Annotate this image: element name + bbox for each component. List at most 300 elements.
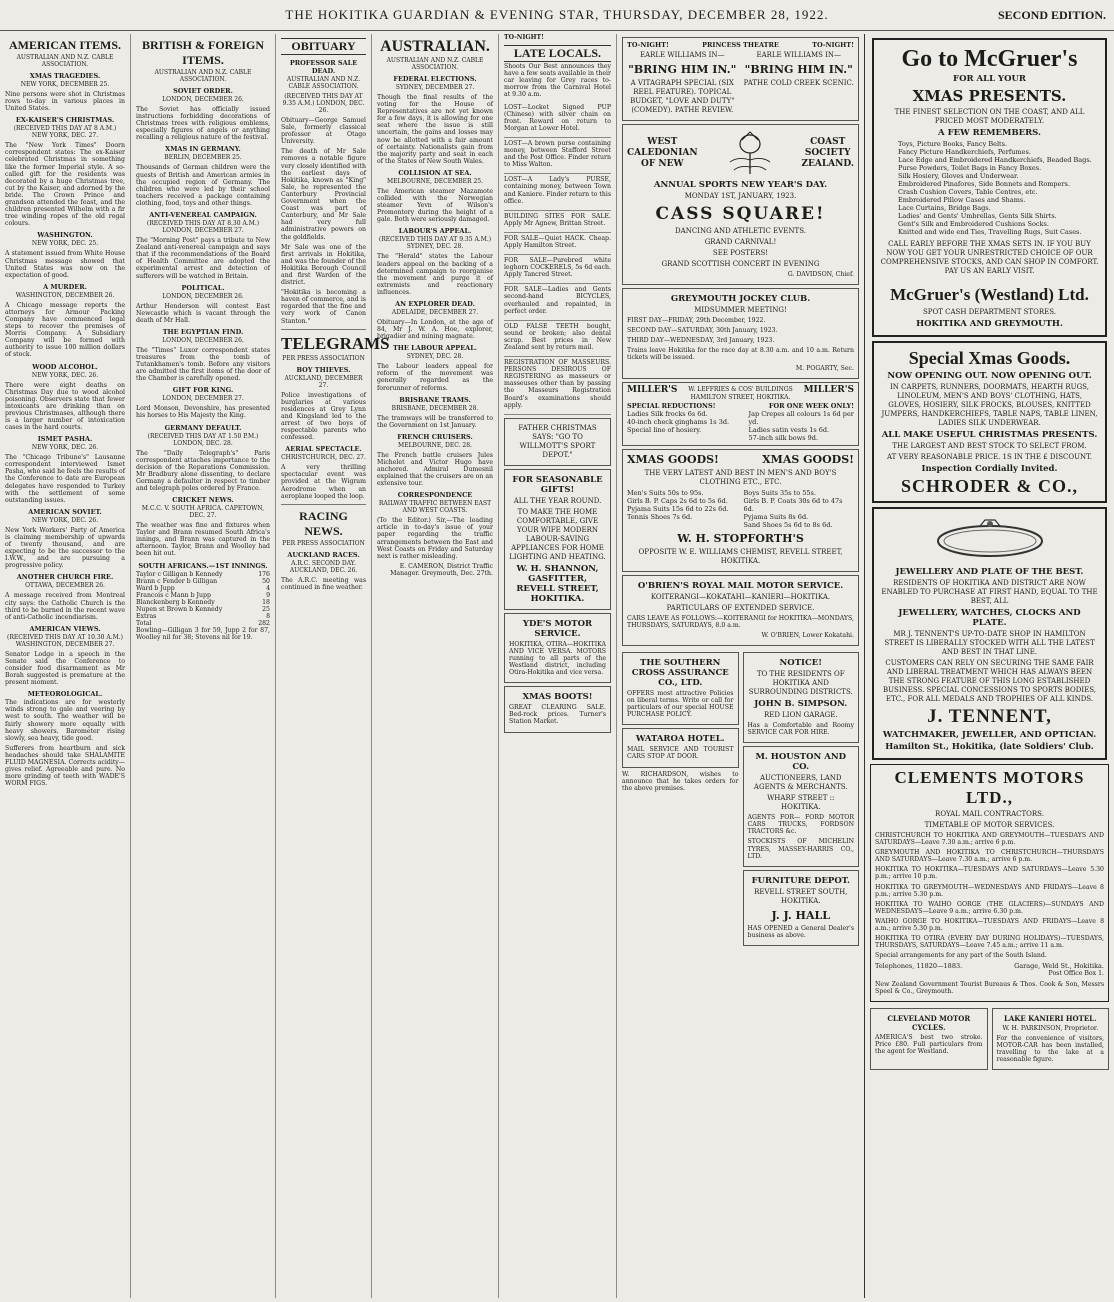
story-text: Nine persons were shot in Christmas rows to-day in various places in United States.: [5, 91, 125, 113]
story-text: A statement issued from White House Christmas message showed that United States was now on the expectation of good.: [5, 250, 125, 279]
story-title: AN EXPLORER DEAD.: [395, 299, 475, 308]
story-title: ISMET PASHA.: [37, 435, 93, 444]
story: [136, 145, 270, 207]
batsman-runs: 282: [258, 619, 270, 627]
story-title: BOY THIEVES.: [296, 365, 351, 374]
sports-concert: GRAND SCOTTISH CONCERT IN EVENING: [661, 260, 820, 268]
feature-right-title: "BRING HIM IN.": [744, 63, 853, 76]
story-text: A message received from Montreal city says: the Catholic Church is the third to be burned in the recent wave of anti-Catholic incendiarism.: [5, 592, 125, 621]
list-item: Gent's Silk and Embroidered Cushions Socks.: [898, 220, 1049, 228]
story-text: New York Workers' Party of America is claiming membership of upwards of twenty thousand, and are expecting to be the successor to the I.W.W., and are pursuing a progressive policy.: [5, 526, 125, 570]
story: [5, 625, 125, 686]
batsman-name: Extras: [136, 612, 157, 620]
story-text: A Chicago message reports the attorneys for Armour Packing Company have commenced legal steps to recover the premises of Morris Company. A Subsidiary Company will be formed with authority to issue 100 million dollars of stock.: [5, 301, 125, 359]
lake-text: For the convenience of visitors, MOTOR-CAR has been installed, travelling to the lake at a reasonable figure.: [996, 1034, 1104, 1064]
notice-detail: Has a Comfortable and Roomy SERVICE CAR FOR HIRE.: [747, 721, 854, 737]
tonight-right: TO-NIGHT!: [812, 41, 854, 49]
jockey-note: Trains leave Hokitika for the race day at 8.30 a.m. and 10 a.m. Return tickets will be issued.: [627, 347, 854, 362]
clements-bureau: New Zealand Government Tourist Bureaus & Thos. Cook & Son, Messrs Speel & Co., Greymouth.: [875, 980, 1104, 995]
timetable-line: HOKITIKA TO HOKITIKA—TUESDAYS AND SATURDAYS—Leave 5.30 p.m.; arrive 10 p.m.: [875, 866, 1104, 881]
jockey-heading: GREYMOUTH JOCKEY CLUB.: [670, 294, 811, 305]
clements-garage: Garage, Weld St., Hokitika.: [1014, 962, 1104, 971]
score-row: [136, 578, 270, 585]
wataroa-ad: [622, 728, 739, 767]
society-right-c: ZEALAND.: [801, 158, 854, 169]
lake-heading: LAKE KANIERI HOTEL.: [1003, 1013, 1097, 1023]
obriens-text: CARS LEAVE AS FOLLOWS:—KOITERANGI for HOKITIKA—MONDAYS, THURSDAYS, SATURDAYS, 8.0 a.m.: [627, 614, 854, 629]
boots-heading: XMAS BOOTS!: [522, 692, 593, 703]
mcgruer-company: McGruer's (Westland) Ltd.: [890, 285, 1089, 304]
list-item: Tennis Shoes 7s 6d.: [627, 512, 693, 521]
seasonable-sub: ALL THE YEAR ROUND.: [513, 496, 602, 505]
divider: [281, 504, 366, 505]
score-row: [136, 620, 270, 627]
millers-ad: [622, 382, 859, 446]
story-dateline: NEW YORK, DECEMBER 25.: [20, 81, 110, 88]
princess-theatre-ad: [622, 37, 859, 121]
caledonian-society-ad: [622, 124, 859, 285]
seasonable-heading: FOR SEASONABLE GIFTS!: [512, 474, 603, 495]
story-dateline: LONDON, DECEMBER 26.: [162, 336, 244, 344]
stopforth-name: W. H. STOPFORTH'S: [677, 531, 804, 545]
obituary-paragraph: "Hokitika is becoming a haven of commerce, and is regarded that the fine and very work of Canon Stanton.": [281, 289, 366, 325]
schroder-title: Special Xmas Goods.: [908, 348, 1071, 368]
racing-heading: RACING NEWS.: [299, 508, 348, 538]
xmas-goods-header: [627, 453, 854, 467]
story-text: Arthur Henderson will contest East Newcastle which is vacant through the death of Mr Hall.: [136, 302, 270, 324]
section-byline: AUSTRALIAN AND N.Z. CABLE ASSOCIATION.: [386, 57, 484, 71]
story-dateline: OTTAWA, DECEMBER 26.: [25, 582, 105, 590]
batsman-runs: 176: [258, 570, 270, 578]
story-dateline: NEW YORK, DEC. 26.: [31, 516, 99, 524]
list-item: Men's Suits 50s to 95s.: [627, 488, 704, 497]
story-dateline: (RECEIVED THIS DAY AT 10.30 A.M.) WASHINGTON, DECEMBER 27.: [6, 633, 124, 648]
story-title: GIFT FOR KING.: [172, 386, 234, 395]
story-dateline: LONDON, DECEMBER 27.: [162, 395, 244, 403]
lower-ads-left: [622, 649, 739, 949]
story-title: FRENCH CRUISERS.: [397, 432, 473, 441]
batsman-name: Total: [136, 619, 152, 627]
late-locals-text: Shoots Our Best announces they have a few seats available in their car leaving for Grey races to-morrow from the Carnival Hotel at 9.30 a.m.: [504, 63, 611, 99]
millers-name-right: MILLER'S: [803, 384, 854, 395]
list-item: Purse Powders, Toilet Bags in Fancy Boxes.: [898, 164, 1042, 172]
list-item: Pyjama Suits 15s 6d to 22s 6d.: [627, 504, 729, 513]
seasonable-gifts-ad: [504, 469, 611, 610]
story: [377, 227, 493, 296]
millers-subheader: [627, 402, 854, 410]
batsman-runs: 18: [262, 598, 270, 606]
theatre-features: [627, 49, 854, 117]
clements-pob: Post Office Box 1.: [1048, 970, 1104, 978]
story: [136, 211, 270, 280]
story-title: XMAS TRAGEDIES.: [29, 72, 101, 80]
story-list: [5, 72, 125, 787]
feature-left: [627, 49, 738, 117]
column-american-items: [0, 34, 131, 1298]
lake-owner: W. H. PARKINSON, Proprietor.: [1002, 1024, 1099, 1032]
batsman-runs: 9: [266, 591, 270, 599]
batsman-runs: 8: [266, 612, 270, 620]
society-right: [801, 137, 854, 170]
tennent-shop: MR J. TENNENT'S UP-TO-DATE SHOP IN HAMILTON STREET IS LIBERALLY STOCKED WITH ALL THE LATEST AND BEST IN THAT LINE.: [884, 630, 1095, 656]
story-dateline: AUCKLAND, DECEMBER 27.: [284, 374, 363, 389]
clements-sub: ROYAL MAIL CONTRACTORS.: [935, 810, 1044, 818]
seasonable-text: TO MAKE THE HOME COMFORTABLE, GIVE YOUR WIFE MODERN LABOUR-SAVING APPLIANCES FOR HOME LIGHTING AND HEATING.: [509, 507, 606, 561]
list-item: Lace Curtains, Bridge Bags.: [898, 204, 991, 212]
lower-ads-right: [743, 649, 860, 949]
obriens-motor-ad: [622, 575, 859, 646]
obituary-dateline: (RECEIVED THIS DAY AT 9.35 A.M.) LONDON, DEC. 26.: [282, 93, 365, 114]
schroder-text: IN CARPETS, RUNNERS, DOORMATS, HEARTH RUGS, LINOLEUM, MEN'S AND BOYS' CLOTHING, HATS, GLOVES, HOSIERY, SILK FROCKS, BLOUSES, KNITTED JUMPERS, HANDKERCHIEFS, TABLE NAPS, TABLE LINEN, LADIES SILK UNDERWEAR.: [881, 383, 1098, 427]
millers-special: SPECIAL REDUCTIONS!: [627, 401, 716, 410]
story-title: ANTI-VENEREAL CAMPAIGN.: [149, 211, 257, 220]
section-byline: AUSTRALIAN AND N.Z. CABLE ASSOCIATION.: [16, 54, 114, 68]
depot-name: J. J. HALL: [771, 908, 830, 922]
story-title: SOVIET ORDER.: [173, 87, 233, 95]
cleveland-text: AMERICA'S best two stroke. Price £80. Full particulars from the agent for Westland.: [875, 1033, 983, 1055]
signoff: E. CAMERON, District Traffic Manager. Greymouth, Dec. 27th.: [390, 562, 493, 577]
stopforth-address: OPPOSITE W. E. WILLIAMS CHEMIST, REVELL STREET, HOKITIKA.: [638, 547, 843, 565]
classified-list: [504, 102, 611, 415]
story-text: The indications are for westerly winds strong to gale and veering by west to south. The weather will be fairly showery more equally with heavy showers. Barometer rising slowly, sea heavy, tide good.: [5, 699, 125, 742]
story-title: COLLISION AT SEA.: [398, 168, 472, 177]
story-title: XMAS IN GERMANY.: [165, 145, 241, 154]
society-right-a: COAST: [810, 136, 846, 147]
richardson-text: W. RICHARDSON, wishes to announce that he takes orders for the above premises.: [622, 770, 739, 792]
story: [136, 424, 270, 493]
yde-text: HOKITIKA, OTIRA—HOKITIKA AND VICE VERSA. MOTORS running to all parts of the Westland district, including Otira-Hokitika and vice versa.: [509, 640, 606, 677]
society-secretary: G. DAVIDSON, Chief.: [787, 271, 854, 278]
houston-wharf: WHARF STREET :: HOKITIKA.: [767, 794, 835, 812]
story-title: WOOD ALCOHOL.: [32, 362, 98, 371]
tennent-sub: JEWELLERY, WATCHES, CLOCKS AND PLATE.: [898, 608, 1081, 628]
story-title: AUCKLAND RACES.: [287, 550, 360, 559]
bottom-ads-row: [870, 1005, 1109, 1073]
tennent-role: WATCHMAKER, JEWELLER, AND OPTICIAN.: [882, 730, 1097, 740]
schroder-price: AT VERY REASONABLE PRICE. 1S IN THE £ DISCOUNT.: [886, 453, 1093, 461]
classified-text: REGISTRATION OF MASSEURS. PERSONS DESIROUS OF REGISTERING as masseurs or masseuses other than by passing the Masseurs Registration Board's examinations should apply.: [504, 359, 611, 409]
lower-ads-row: [622, 649, 859, 949]
bracelet-icon: [930, 517, 1050, 563]
classified-item: [504, 138, 611, 174]
story-title: EX-KAISER'S CHRISTMAS.: [15, 116, 115, 125]
story: [281, 445, 366, 499]
score-row: [136, 571, 270, 578]
jockey-second: SECOND DAY—SATURDAY, 30th January, 1923.: [627, 327, 778, 335]
mcgruer-few: A FEW REMEMBERS.: [938, 128, 1041, 138]
story-dateline: NEW YORK, DEC. 26.: [31, 444, 99, 452]
story: [281, 366, 366, 442]
obituary-paragraph: Obituary—George Samuel Sale, formerly classical professor at Otago University.: [281, 117, 366, 146]
column-obituary: [276, 34, 390, 1298]
furniture-depot-ad: [743, 870, 860, 946]
story: [5, 690, 125, 742]
notice-text: TO THE RESIDENTS OF HOKITIKA AND SURROUNDING DISTRICTS.: [748, 669, 853, 696]
list-item: Ladies Silk frocks 6s 6d.: [627, 409, 708, 418]
tennent-address: Hamilton St., Hokitika, (late Soldiers' Club.: [885, 742, 1094, 752]
story-title: BRISBANE TRAMS.: [399, 395, 471, 404]
classified-text: FOR SALE—Ladies and Gents second-hand BICYCLES, overhauled and repainted, in perfect order.: [504, 286, 611, 315]
story-title: ANOTHER CHURCH FIRE.: [16, 573, 114, 582]
obriens-particulars: PARTICULARS OF EXTENDED SERVICE.: [666, 603, 815, 612]
mcgruer-dept: SPOT CASH DEPARTMENT STORES.: [923, 308, 1056, 316]
millers-week: FOR ONE WEEK ONLY!: [768, 401, 854, 410]
divider: [281, 329, 366, 330]
notice-garage: RED LION GARAGE.: [763, 710, 838, 719]
story-dateline: ADELAIDE, DECEMBER 27.: [391, 308, 479, 316]
feature-left-star: EARLE WILLIAMS IN—: [639, 51, 725, 59]
story-dateline: (RECEIVED THIS DAY AT 8.30 A.M.) LONDON, DECEMBER 27.: [146, 220, 260, 235]
feature-left-title: "BRING HIM IN.": [628, 63, 737, 76]
cleveland-motor-ad: [870, 1008, 988, 1070]
list-item: Lace Edge and Embroidered Handkerchiefs, Beaded Bags.: [898, 156, 1092, 164]
story-text: The weather was fine and fixtures when Taylor and Brann resumed South Africa's innings, and Brann was captured in the afternoon. Taylor, Brann and Woolley had been hit out.: [136, 522, 270, 558]
story-title: A MURDER.: [43, 282, 87, 291]
insurance-text: OFFERS most attractive Policies on liberal terms. Write or call for particulars of our special HOUSE PURCHASE POLICY.: [627, 689, 734, 719]
list-item: Ladies satin vests 1s 6d.: [748, 425, 830, 434]
story: [377, 396, 493, 429]
story-list: [377, 75, 493, 560]
story-dateline: NEW YORK, DEC. 26.: [31, 371, 99, 379]
story-dateline: CHRISTCHURCH, DEC. 27.: [281, 454, 366, 462]
mcgruer-towns: HOKITIKA AND GREYMOUTH.: [916, 319, 1063, 329]
section-heading: AMERICAN ITEMS.: [8, 38, 121, 52]
score-row: [136, 599, 270, 606]
schroder-name: SCHRODER & CO.,: [900, 476, 1078, 496]
stopforth-xmas-goods-ad: [622, 449, 859, 572]
batsman-name: Francois c Mann b Jupp: [136, 591, 211, 599]
clements-footer: [875, 962, 1104, 970]
column-display-ads: [617, 34, 865, 1298]
mcgruer-xmas: XMAS PRESENTS.: [912, 87, 1067, 105]
story-text: The "New York Times" Doorn correspondent states: The ex-Kaiser celebrated Christmas in something like the former Imperial style. A so-called gift for the residents was decorated by a huge Christmas tree, cut by the Kaiser, and adorned by the bride. The Crown Prince and grandson attended the feast, and the children presented Wilhelm with a fir tree winding ropes of the old regal colours.: [5, 142, 125, 228]
racing-list: [281, 551, 366, 591]
notice-name: JOHN B. SIMPSON.: [754, 698, 848, 709]
thistle-emblem-icon: [720, 130, 780, 176]
willmott-text: FATHER CHRISTMAS SAYS: "GO TO WILLMOTT'S SPORT DEPOT.": [518, 423, 597, 459]
obituary-subhead: PROFESSOR SALE DEAD.: [289, 59, 358, 75]
clements-title: CLEMENTS MOTORS LTD.,: [894, 768, 1085, 807]
story: [377, 169, 493, 223]
column-locals: [499, 34, 617, 1298]
story-text: Though the final results of the voting for the House of Representatives are not yet known for a few days, it is allowing for one seat where the issue is still uncertain, the gains and losses may now be allotted with a fair amount of certainty. Nationalists gain from the majority party and seat in each of the States of New South Wales.: [377, 94, 493, 165]
classified-text: OLD FALSE TEETH bought, sound or broken; also dental scrap. Best prices in New Zealand sent by return mail.: [504, 322, 611, 351]
list-item: Sand Shoes 5s 6d to 8s 6d.: [743, 520, 833, 529]
mcgruer-items: [880, 140, 1099, 236]
classified-text: FOR SALE—Quiet HACK. Cheap. Apply Hamilton Street.: [504, 234, 611, 249]
batsman-runs: 25: [262, 605, 270, 613]
millers-buildings: W. LEFFRIES & COS' BUILDINGS HAMILTON STREET, HOKITIKA.: [688, 385, 793, 401]
obituary-paragraph: Mr Sale was one of the first arrivals in Hokitika, and was the founder of the Hokitika Borough Council and first Warden of the district.: [281, 243, 366, 287]
jockey-meeting: MIDSUMMER MEETING!: [694, 306, 787, 315]
society-left-a: WEST: [647, 136, 678, 147]
scores-title: SOUTH AFRICANS.—1ST INNINGS.: [138, 561, 268, 570]
shannon-name: W. H. SHANNON, GASFITTER, REVELL STREET, HOKITIKA.: [516, 563, 599, 604]
story-text: The Labour leaders appeal for reform of the movement was generally regarded as the forerunner of reforms.: [377, 363, 493, 392]
tennent-ad: [872, 507, 1107, 760]
society-left-c: OF NEW: [641, 158, 684, 169]
sports-date: MONDAY 1ST, JANUARY, 1923.: [684, 192, 797, 200]
story-title: GERMANY DEFAULT.: [164, 423, 242, 432]
story-title: METEOROLOGICAL.: [27, 690, 103, 699]
story-text: A very thrilling spectacular event was provided at the Wigram Aerodrome when an aeroplane looped the loop.: [281, 464, 366, 500]
xmas-goods-tagline: THE VERY LATEST AND BEST IN MEN'S AND BOY'S CLOTHING ETC., ETC.: [644, 468, 837, 486]
schroder-inspection: Inspection Cordially Invited.: [921, 464, 1058, 474]
story-text: The "Times" Luxor correspondent states treasures from the tomb of Tutankhamen's tomb. Before any visitors are admitted the first items of the door of the Chamber is carefully opened.: [136, 346, 270, 383]
feature-right-note: PATHE COLD CREEK SCENIC.: [743, 79, 854, 87]
story-dateline: LONDON, DECEMBER 26.: [162, 292, 244, 300]
millers-header: [627, 386, 854, 402]
list-item: Ladies' and Gents' Umbrellas, Gents Silk Shirts.: [898, 212, 1057, 220]
column-large-ads: [865, 34, 1114, 1298]
story: [5, 363, 125, 432]
story-dateline: NEW YORK, DEC. 25.: [31, 240, 99, 248]
story-dateline: BERLIN, DECEMBER 25.: [164, 154, 242, 162]
story: [136, 328, 270, 382]
edition-label: SECOND EDITION.: [997, 8, 1106, 22]
story-text: Lord Monson, Devonshire, has presented his horses to His Majesty the King.: [136, 405, 270, 420]
story: [136, 386, 270, 419]
jockey-third: THIRD DAY—WEDNESDAY, 3rd January, 1923.: [627, 337, 775, 345]
willmott-ad: [504, 418, 611, 466]
story-text: The American steamer Mazamote collided with the Norwegian steamer Yevn of Wilson's Promontory during the height of a gale. Both were seriously damaged.: [377, 187, 493, 224]
wataroa-text: MAIL SERVICE AND TOURIST CARS STOP AT DOOR.: [627, 746, 734, 761]
depot-sub: REVELL STREET SOUTH, HOKITIKA.: [754, 887, 848, 905]
story-dateline: BRISBANE, DECEMBER 28.: [391, 404, 479, 412]
story-text: The "Morning Post" pays a tribute to New Zealand anti-venereal campaign and says that if the recommendations of the Board of Health Committee are adopted the experimental arrest and detection of sufferers will be watched in Britain.: [136, 237, 270, 280]
timetable-line: HOKITIKA TO WAIHO GORGE (THE GLACIERS)—SUNDAYS AND WEDNESDAYS—Leave 9 a.m.; arrive 6.30 p.m.: [875, 900, 1104, 915]
story-text: The "Herald" states the Labour leaders appeal on the backing of a determined campaign to reorganise the movement and purge it of extremists and reactionary influences.: [377, 253, 493, 296]
mcgruer-for-all: FOR ALL YOUR: [953, 74, 1026, 84]
story-dateline: (RECEIVED THIS DAY AT 1.50 P.M.) LONDON, DEC. 28.: [147, 432, 259, 447]
jockey-first: FIRST DAY—FRIDAY, 29th December, 1922.: [627, 317, 766, 325]
xmas-goods-left-list: [627, 489, 738, 529]
story-title: AMERICAN VIEWS.: [29, 624, 101, 633]
schroder-useful: ALL MAKE USEFUL CHRISTMAS PRESENTS.: [881, 430, 1098, 440]
story-dateline: LONDON, DECEMBER 26.: [162, 96, 244, 103]
telegrams-byline: PER PRESS ASSOCIATION: [282, 354, 365, 362]
list-item: Girls B. P. Caps 2s 6d to 5s 6d.: [627, 496, 728, 505]
story: [377, 75, 493, 165]
score-row: [136, 606, 270, 613]
column-british-foreign: [131, 34, 276, 1298]
telegram-list: [281, 366, 366, 500]
story-text: The tramways will be transferred to the Government on 1st January.: [377, 414, 493, 429]
racing-byline: PER PRESS ASSOCIATION: [282, 539, 365, 547]
story-text: Sufferers from heartburn and sick headaches should take SHALAMITE FLUID MAGNESIA. Corrects acidity—gives relief. Agreeable and pure. No more grinding of teeth with WADE'S WORM FIGS.: [5, 744, 125, 788]
lake-kanieri-ad: [992, 1008, 1110, 1070]
bowling-figures: Bowling—Gilligan 3 for 59, Jupp 2 for 87, Woolley nil for 38; Stevens nil for 19.: [136, 626, 270, 641]
cricket-scorecard: [136, 571, 270, 627]
story-text: There were eight deaths on Christmas Day due to wood alcohol poisoning. Observers state that fewer intoxicants are drinking than on previous Christmases, although there is a larger number of intoxication cases in the hard courts.: [5, 381, 125, 432]
story-dateline: MELBOURNE, DECEMBER 25.: [386, 177, 484, 185]
story: [5, 116, 125, 227]
story-text: The A.R.C. meeting was continued in fine weather.: [281, 576, 366, 591]
houston-sub: AUCTIONEERS, LAND AGENTS & MERCHANTS.: [753, 774, 848, 792]
timetable-line: WAIHO GORGE TO HOKITIKA—TUESDAYS AND FRIDAYS—Leave 8 a.m.; arrive 5.30 p.m.: [875, 917, 1104, 933]
classified-text: LOST—A Lady's PURSE, containing money, between Town and Kaniere. Finder return to this office.: [504, 176, 611, 205]
jockey-sec: M. POGARTY, Sec.: [795, 364, 854, 372]
story-text: The "Chicago Tribune's" Lausanne correspondent interviewed Ismet Pasha, who said he feels the results of the Conference to date are European delegates have responded to Turkey with the settlement of some outstanding issues.: [5, 454, 125, 504]
notice-heading: NOTICE!: [779, 657, 822, 668]
story-dateline: (RECEIVED THIS DAY AT 9.35 A.M.) SYDNEY, DEC. 28.: [378, 236, 492, 251]
story-text: Police investigations of burglaries at various residences at Grey Lynn and Kingsland led to the arrest of two boys of respectable parents who confessed.: [281, 391, 366, 442]
obriens-signoff: W. O'BRIEN, Lower Kokatahi.: [761, 631, 854, 639]
obriens-heading: O'BRIEN'S ROYAL MAIL MOTOR SERVICE.: [637, 580, 844, 591]
sports-title: ANNUAL SPORTS NEW YEAR'S DAY.: [653, 180, 828, 190]
story-dateline: A.R.C. SECOND DAY. AUCKLAND, DEC. 26.: [289, 559, 358, 574]
sports-events: DANCING AND ATHLETIC EVENTS.: [675, 227, 806, 235]
story-text: The "Daily Telegraph's" Paris correspondent attaches importance to the decision of the Reparations Commission. Mr Bradbury alone dissenting, to declare Germany a defaulter in respect to timber and telegraph poles ordered by France.: [136, 449, 270, 492]
story-title: LABOUR'S APPEAL.: [398, 227, 472, 236]
story-dateline: M.C.C. V. SOUTH AFRICA. CAPETOWN, DEC. 27.: [141, 505, 265, 520]
houston-ad: [743, 746, 860, 867]
story: [377, 433, 493, 487]
classified-text: LOST—A brown purse containing money, between Stafford Street and the Post Office. Finder return to Miss Walton.: [504, 139, 611, 169]
classified-item: [504, 255, 611, 284]
classified-item: [504, 102, 611, 138]
obriens-sub: KOITERANGI—KOKATAHI—KANIERI—HOKITIKA.: [650, 592, 831, 601]
feature-left-note: A VITAGRAPH SPECIAL (SIX REEL FEATURE). TOPICAL BUDGET, "LOVE AND DUTY" (COMEDY). PATHE REVIEW.: [630, 79, 735, 114]
batsman-name: Brann c Fender b Gilligan: [136, 577, 218, 585]
batsman-name: Ward b Jupp: [136, 584, 175, 592]
obituary-paragraph: The death of Mr Sale removes a notable figure very closely identified with the earliest days of Hokitika, known as "King" Sale, he represented the Canterbury Provincial Government when the Coast was part of Canterbury, and Mr Sale had very full administrative powers on the goldfields.: [281, 148, 366, 241]
tennent-name: J. TENNENT,: [927, 706, 1052, 727]
batsman-name: Nupen st Brown b Kennedy: [136, 605, 223, 613]
story-title: WASHINGTON.: [37, 231, 93, 240]
batsman-runs: 50: [262, 577, 270, 585]
story-dateline: WASHINGTON, DECEMBER 26.: [15, 291, 115, 299]
classified-text: FOR SALE—Purebred white leghorn COCKERELS, 5s 6d each. Apply Tancred Street.: [504, 257, 611, 279]
story-dateline: RAILWAY TRAFFIC BETWEEN EAST AND WEST COASTS.: [378, 500, 492, 515]
story-text: The Soviet has officially issued instructions forbidding decorations of Christmas trees with religious emblems, especially figures of angels or anything recalling a religious nature of the festival.: [136, 106, 270, 142]
yde-motor-ad: [504, 613, 611, 683]
clements-motors-ad: [870, 764, 1109, 1002]
mcgruer-selection: THE FINEST SELECTION ON THE COAST, AND ALL PRICED MOST MODERATELY.: [894, 108, 1085, 125]
story-title: CORRESPONDENCE: [397, 491, 473, 500]
wataroa-heading: WATAROA HOTEL.: [635, 734, 725, 745]
theatre-header: [627, 41, 854, 49]
story-dateline: SYDNEY, DEC. 28.: [406, 353, 464, 361]
classified-item: [504, 211, 611, 233]
story-text: Senator Lodge in a speech in the Senate said the Conference to consider food disarmament as Mr Borah suggested is premature at the present moment.: [5, 650, 125, 687]
millers-items: [627, 410, 854, 442]
timetable-line: CHRISTCHURCH TO HOKITIKA AND GREYMOUTH—TUESDAYS AND SATURDAYS—Leave 7.30 a.m.; arrive 6 p.m.: [875, 832, 1104, 847]
xmas-goods-left: XMAS GOODS!: [627, 452, 719, 466]
story: [136, 496, 270, 557]
list-item: Crash Cushion Covers, Table Centres, etc.: [898, 188, 1038, 196]
late-locals-heading: LATE LOCALS.: [504, 45, 611, 62]
classified-text: BUILDING SITES FOR SALE. Apply Mr Agnew, Brittan Street.: [504, 212, 611, 227]
society-header: [627, 128, 854, 178]
mcgruer-title: Go to McGruer's: [901, 46, 1078, 72]
story-title: THE LABOUR APPEAL.: [392, 344, 478, 353]
boots-text: GREAT CLEARING SALE. Bed-rock prices. Turner's Station Market.: [509, 704, 606, 726]
story-list: [136, 87, 270, 558]
list-item: Fancy Picture Handkerchiefs, Perfumes.: [898, 148, 1031, 156]
society-left: [627, 137, 698, 170]
story: [281, 551, 366, 591]
sports-posters: SEE POSTERS!: [712, 249, 769, 257]
houston-agents: AGENTS FOR— FORD MOTOR CARS TRUCKS, FORDSON TRACTORS &c.: [747, 814, 854, 836]
insurance-ad: [622, 652, 739, 725]
mcgruer-call: CALL EARLY BEFORE THE XMAS SETS IN. IF YOU BUY NOW YOU GET YOUR UNRESTRICTED CHOICE OF OUR COMPREHENSIVE STOCKS, AND CAN SHOP IN COMFORT. PAY US AN EARLY VISIT.: [880, 240, 1099, 275]
story-title: THE EGYPTIAN FIND.: [162, 327, 244, 336]
society-left-b: CALEDONIAN: [627, 147, 698, 158]
jockey-club-ad: [622, 288, 859, 379]
list-item: Special line of hosiery.: [627, 425, 702, 434]
story-text: (To the Editor.) Sir,—The leading article in to-day's issue of your paper regarding the traffic arrangements between the East and West Coasts on Friday and Saturday next is rather misleading.: [377, 517, 493, 560]
